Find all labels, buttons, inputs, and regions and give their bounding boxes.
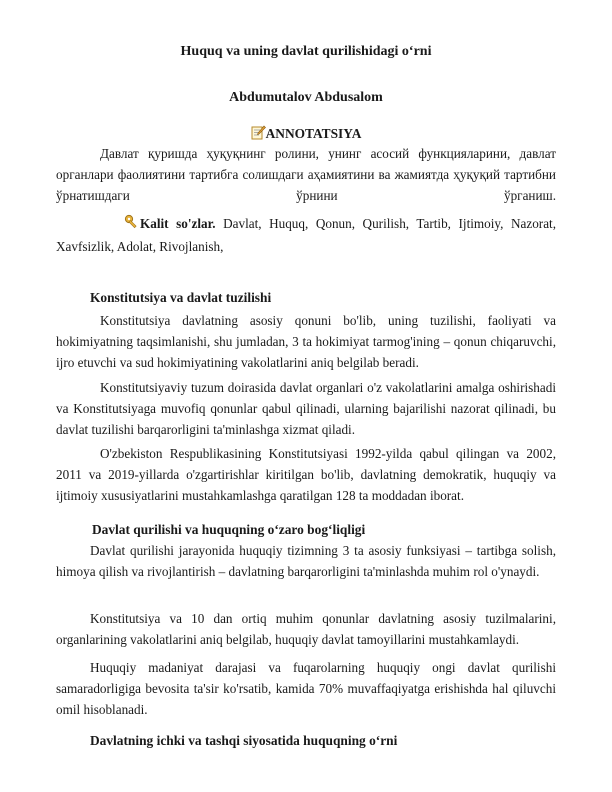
section-paragraph: Davlat qurilishi jarayonida huquqiy tizimning 3 ta asosiy funksiyasi – tartibga solish, himoya qilish va rivojlantirish – davlatning barqarorligini ta'minlashda muhim rol o'ynaydi. — [56, 543, 556, 579]
section-paragraph: Konstitutsiyaviy tuzum doirasida davlat organlari o'z vakolatlarini amalga oshirishadi va Konstitutsiyaga muvofiq qonunlar qabul qilinadi, ularning bajarilishi nazorat qilinadi, bu davlat tuzilishi barqarorligini ta'minlashga xizmat qiladi. — [56, 380, 556, 437]
section-heading: Konstitutsiya va davlat tuzilishi — [90, 290, 272, 305]
keywords-text: Davlat, Huquq, Qonun, Qurilish, Tartib, Ijtimoiy, Nazorat, Xavfsizlik, Adolat, Rivojlanish, — [56, 216, 557, 254]
key-icon — [90, 214, 140, 236]
section-paragraph: Huquqiy madaniyat darajasi va fuqarolarning huquqiy ongi davlat qurilishi samaradorligiga bevosita ta'sir ko'rsatib, kamida 70% muvaffaqiyatga erishishda hal qiluvchi omil hisoblanadi. — [56, 660, 556, 717]
section-heading: Davlatning ichki va tashqi siyosatida huquqning o‘rni — [90, 733, 398, 748]
keywords-paragraph — [56, 213, 556, 257]
document-title: Huquq va uning davlat qurilishidagi o‘rni — [180, 44, 432, 59]
author-name: Abdumutalov Abdusalom — [229, 90, 383, 105]
keywords-label: Kalit so'zlar. — [140, 216, 216, 231]
section-heading: Davlat qurilishi va huquqning o‘zaro bog‘liqligi — [92, 522, 366, 537]
section-paragraph: Konstitutsiya va 10 dan ortiq muhim qonunlar davlatning asosiy tuzilmalarini, organlarining vakolatlarini aniq belgilab, huquqiy davlat tamoyillarini mustahkamlaydi. — [56, 611, 556, 647]
memo-icon — [251, 125, 266, 144]
annotation-text: Давлат қуришда ҳуқуқнинг ролини, унинг асосий функцияларини, давлат органлари фаолиятини тартибга солишдаги аҳамиятини ва жамиятда ҳуқуқий тартибни ўрнатишдаги ўрнини ўрганиш. — [56, 146, 556, 203]
section-paragraph: O'zbekiston Respublikasining Konstitutsiyasi 1992-yilda qabul qilingan va 2002, 2011 va 2019-yillarda o'zgartirishlar kiritilgan bo'lib, davlatning demokratik, huquqiy va ijtimoiy xususiyatlarini mustahkamlashga qaratilgan 128 ta moddadan iborat. — [56, 446, 556, 503]
annotation-heading-line — [0, 125, 612, 144]
section-paragraph: Konstitutsiya davlatning asosiy qonuni bo'lib, uning tuzilishi, faoliyati va hokimiyatning taqsimlanishi, shu jumladan, 3 ta hokimiyat tarmog'ining – qonun chiqaruvchi, ijro etuvchi va sud hokimiyatining vakolatlarini aniq belgilab beradi. — [56, 313, 556, 370]
annotation-heading: ANNOTATSIYA — [265, 126, 362, 141]
